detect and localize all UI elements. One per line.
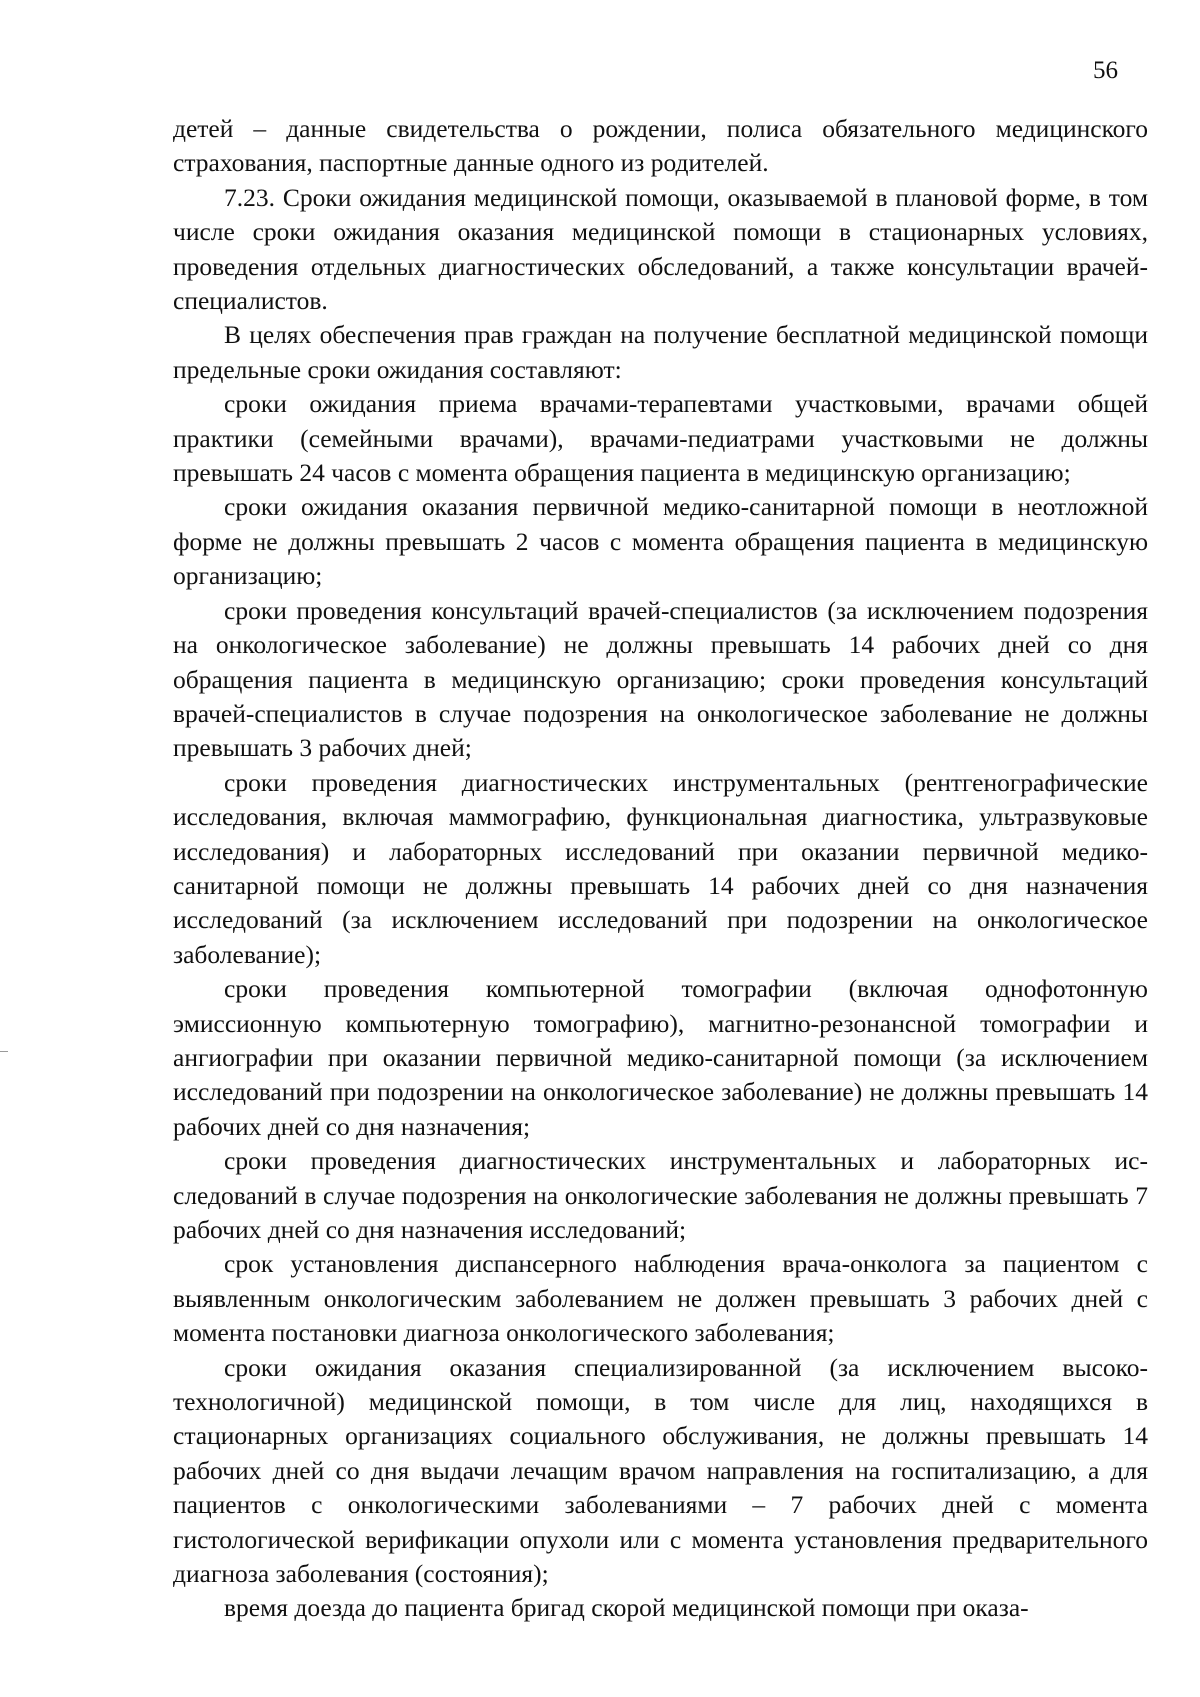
paragraph-intro: В целях обеспечения прав граждан на получение бесплатной медицинской помощи предельные сроки ожидания составляют: (173, 320, 1148, 384)
paragraph-primary-care-wait: сроки ожидания приема врачами-терапевтами участковыми, врачами общей практики (семейными врачами), врачами-педиатрами участковыми не должны превышать 24 часов с момента обращения пациента в медицинскую организацию; (173, 389, 1148, 488)
paragraph-urgent-care-wait: сроки ожидания оказания первичной медико-санитарной помощи в неотложной форме не должны превышать 2 часов с момента обращения пациента в медицинскую организацию; (173, 492, 1148, 591)
paragraph-specialist-consultation: сроки проведения консультаций врачей-специалистов (за исключением подозрения на онкологическое заболевание) не должны превышать 14 рабочих дней со дня обращения пациента в медицинскую организацию; сроки проведения консультаций врачей-специалистов в случае подозрения на онкологическое заболевание не должны превышать 3 рабочих дней; (173, 595, 1148, 763)
scan-margin-mark (0, 1051, 8, 1052)
paragraph-oncology-diagnostics: сроки проведения диагностических инструментальных и лабораторных исследований в случае подозрения на онкологические заболевания не должны превышать 7 рабочих дней со дня назначения исследований; (173, 1146, 1148, 1244)
paragraph-continuation: детей – данные свидетельства о рождении, полиса обязательного медицинского страхования, паспортные данные одного из родителей. (173, 114, 1148, 178)
paragraph-diagnostic-tests: сроки проведения диагностических инструментальных (рентгенографические исследования, включая маммографию, функциональная диагностика, ультразвуковые исследования) и лабораторных исследований при оказании первичной медико-санитарной помощи не должны превышать 14 рабочих дней со дня назначения исследований (за исключением исследований при подозрении на онкологическое заболевание); (173, 767, 1148, 969)
paragraph-section-7-23: 7.23. Сроки ожидания медицинской помощи, оказываемой в плановой форме, в том числе сроки ожидания оказания медицинской помощи в стационарных условиях, проведения отдельных диагностических обследований, а также консультации врачей-специалистов. (173, 182, 1148, 316)
page-number: 56 (1093, 57, 1118, 84)
paragraph-oncologist-observation: срок установления диспансерного наблюдения врача-онколога за пациентом с выявленным онкологическим заболеванием не должен превышать 3 рабочих дней с момента постановки диагноза онкологического заболевания; (173, 1249, 1148, 1348)
paragraph-specialized-care: сроки ожидания оказания специализированной (за исключением высокотехнологичной) медицинской помощи, в том числе для лиц, находящихся в стационарных организациях социального обслуживания, не должны превышать 14 рабочих дней со дня выдачи лечащим врачом направления на госпитализацию, а для пациентов с онкологическими заболеваниями – 7 рабочих дней с момента гистологической верификации опухоли или с момента установления предварительного диагноза заболевания (состояния); (173, 1352, 1148, 1589)
paragraph-tomography: сроки проведения компьютерной томографии (включая однофотонную эмиссионную компьютерную томографию), магнитно-резонансной томографии и ангиографии при оказании первичной медико-санитарной помощи (за исключением исследований при подозрении на онкологическое заболевание) не должны превышать 14 рабочих дней со дня назначения; (173, 974, 1148, 1141)
paragraph-ambulance-arrival: время доезда до пациента бригад скорой медицинской помощи при оказа- (224, 1593, 1029, 1623)
document-body (173, 112, 1148, 1626)
